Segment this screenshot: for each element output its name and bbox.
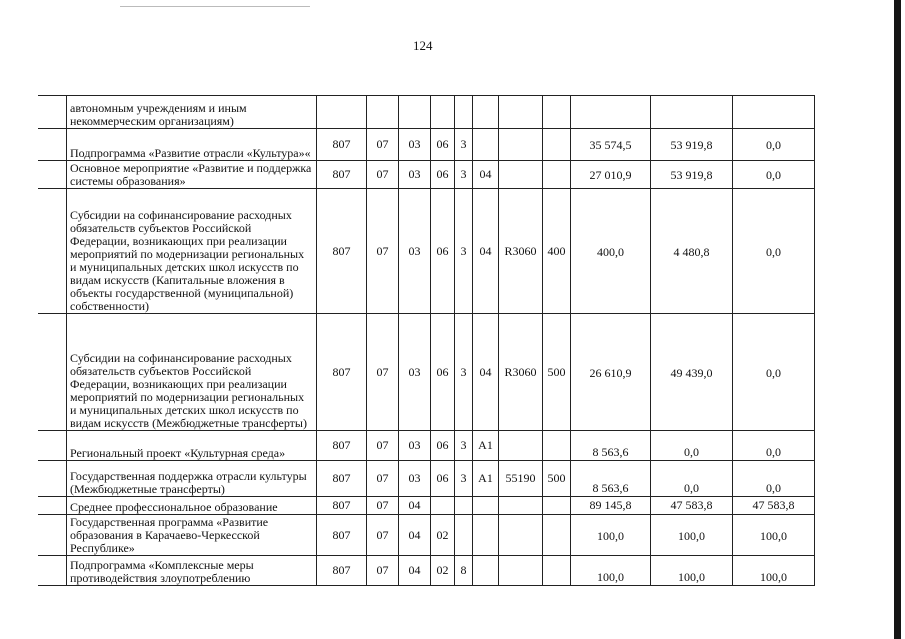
cell-gr: 807 — [317, 189, 367, 314]
scan-top-rule — [120, 6, 310, 7]
cell-p4 — [499, 129, 543, 161]
cell-p3 — [473, 96, 499, 129]
cell-p4 — [499, 497, 543, 515]
row-number-cell — [38, 189, 67, 314]
cell-y2 — [651, 96, 733, 129]
cell-p4 — [499, 556, 543, 586]
cell-p2: 8 — [455, 556, 473, 586]
cell-p4 — [499, 96, 543, 129]
table-row — [38, 314, 815, 431]
cell-p1: 06 — [431, 431, 455, 461]
cell-pr: 03 — [399, 461, 431, 497]
item-name-cell: Государственная программа «Развитие образования в Карачаево-Черкесской Республике» — [67, 515, 317, 556]
cell-vr: 500 — [543, 314, 571, 431]
cell-p2: 3 — [455, 314, 473, 431]
cell-p3: 04 — [473, 161, 499, 189]
cell-y3: 0,0 — [733, 129, 815, 161]
cell-p3: 04 — [473, 189, 499, 314]
item-name-cell: Среднее профессиональное образование — [67, 497, 317, 515]
cell-vr — [543, 431, 571, 461]
cell-p4 — [499, 515, 543, 556]
cell-rz: 07 — [367, 497, 399, 515]
row-number-cell — [38, 129, 67, 161]
cell-gr — [317, 96, 367, 129]
cell-vr: 500 — [543, 461, 571, 497]
table-row — [38, 515, 815, 556]
cell-y3: 0,0 — [733, 461, 815, 497]
cell-vr — [543, 556, 571, 586]
cell-gr: 807 — [317, 497, 367, 515]
cell-gr: 807 — [317, 161, 367, 189]
row-number-cell — [38, 497, 67, 515]
cell-y1 — [571, 96, 651, 129]
cell-pr — [399, 96, 431, 129]
table-row — [38, 497, 815, 515]
cell-pr: 03 — [399, 161, 431, 189]
cell-pr: 04 — [399, 497, 431, 515]
item-name-cell: Субсидии на софинансирование расходных обязательств субъектов Российской Федерации, возникающих при реализации мероприятий по модернизации региональных и муниципальных детских школ искусств по видам искусств (Межбюджетные трансферты) — [67, 314, 317, 431]
table-row — [38, 556, 815, 586]
cell-p2 — [455, 515, 473, 556]
cell-y2: 53 919,8 — [651, 129, 733, 161]
cell-vr — [543, 161, 571, 189]
item-name-cell: Основное мероприятие «Развитие и поддержка системы образования» — [67, 161, 317, 189]
cell-rz — [367, 96, 399, 129]
cell-vr — [543, 96, 571, 129]
cell-p2 — [455, 96, 473, 129]
cell-vr — [543, 515, 571, 556]
cell-y3: 100,0 — [733, 556, 815, 586]
cell-y1: 100,0 — [571, 515, 651, 556]
cell-y1: 8 563,6 — [571, 461, 651, 497]
cell-p3 — [473, 515, 499, 556]
cell-pr: 04 — [399, 515, 431, 556]
cell-gr: 807 — [317, 431, 367, 461]
cell-p1 — [431, 96, 455, 129]
cell-y2: 0,0 — [651, 461, 733, 497]
cell-y3: 47 583,8 — [733, 497, 815, 515]
cell-pr: 03 — [399, 129, 431, 161]
item-name-cell: Подпрограмма «Комплексные меры противодействия злоупотреблению — [67, 556, 317, 586]
cell-p2: 3 — [455, 189, 473, 314]
cell-p2: 3 — [455, 461, 473, 497]
table-row — [38, 461, 815, 497]
cell-p2: 3 — [455, 161, 473, 189]
cell-p2: 3 — [455, 431, 473, 461]
cell-pr: 03 — [399, 314, 431, 431]
cell-p4: R3060 — [499, 314, 543, 431]
cell-gr: 807 — [317, 461, 367, 497]
cell-y1: 100,0 — [571, 556, 651, 586]
item-name-cell: Государственная поддержка отрасли культуры (Межбюджетные трансферты) — [67, 461, 317, 497]
cell-p3 — [473, 556, 499, 586]
cell-y3: 0,0 — [733, 161, 815, 189]
cell-rz: 07 — [367, 189, 399, 314]
row-number-cell — [38, 161, 67, 189]
cell-y1: 27 010,9 — [571, 161, 651, 189]
row-number-cell — [38, 515, 67, 556]
cell-y1: 26 610,9 — [571, 314, 651, 431]
cell-p1: 06 — [431, 189, 455, 314]
cell-p1: 06 — [431, 461, 455, 497]
cell-vr: 400 — [543, 189, 571, 314]
cell-y1: 35 574,5 — [571, 129, 651, 161]
cell-y2: 47 583,8 — [651, 497, 733, 515]
cell-pr: 04 — [399, 556, 431, 586]
cell-y2: 100,0 — [651, 556, 733, 586]
cell-y2: 53 919,8 — [651, 161, 733, 189]
cell-gr: 807 — [317, 556, 367, 586]
cell-p3: А1 — [473, 431, 499, 461]
row-number-cell — [38, 96, 67, 129]
table-row — [38, 96, 815, 129]
cell-p4 — [499, 161, 543, 189]
budget-table — [38, 95, 815, 586]
cell-vr — [543, 497, 571, 515]
item-name-cell: Подпрограмма «Развитие отрасли «Культура»« — [67, 129, 317, 161]
row-number-cell — [38, 314, 67, 431]
cell-gr: 807 — [317, 129, 367, 161]
cell-p2 — [455, 497, 473, 515]
cell-vr — [543, 129, 571, 161]
cell-rz: 07 — [367, 431, 399, 461]
cell-p3 — [473, 129, 499, 161]
cell-y1: 8 563,6 — [571, 431, 651, 461]
cell-y1: 89 145,8 — [571, 497, 651, 515]
page-number: 124 — [413, 38, 433, 53]
cell-p4: R3060 — [499, 189, 543, 314]
item-name-cell: автономным учреждениям и иным некоммерческим организациям) — [67, 96, 317, 129]
item-name-cell: Субсидии на софинансирование расходных обязательств субъектов Российской Федерации, возникающих при реализации мероприятий по модернизации региональных и муниципальных детских школ искусств по видам искусств (Капитальные вложения в объекты государственной (муниципальной) собственности) — [67, 189, 317, 314]
cell-p2: 3 — [455, 129, 473, 161]
cell-rz: 07 — [367, 314, 399, 431]
cell-y3: 0,0 — [733, 189, 815, 314]
cell-p1: 06 — [431, 161, 455, 189]
table-row — [38, 129, 815, 161]
cell-rz: 07 — [367, 515, 399, 556]
cell-y2: 4 480,8 — [651, 189, 733, 314]
row-number-cell — [38, 556, 67, 586]
cell-y3 — [733, 96, 815, 129]
cell-rz: 07 — [367, 556, 399, 586]
cell-p4: 55190 — [499, 461, 543, 497]
cell-p3: 04 — [473, 314, 499, 431]
cell-y3: 0,0 — [733, 431, 815, 461]
cell-y2: 100,0 — [651, 515, 733, 556]
cell-y3: 0,0 — [733, 314, 815, 431]
table-row — [38, 161, 815, 189]
cell-p1: 06 — [431, 314, 455, 431]
cell-p1 — [431, 497, 455, 515]
cell-p4 — [499, 431, 543, 461]
cell-rz: 07 — [367, 161, 399, 189]
cell-rz: 07 — [367, 129, 399, 161]
item-name-cell: Региональный проект «Культурная среда» — [67, 431, 317, 461]
cell-gr: 807 — [317, 314, 367, 431]
table-row — [38, 189, 815, 314]
cell-p3 — [473, 497, 499, 515]
cell-pr: 03 — [399, 189, 431, 314]
cell-y2: 0,0 — [651, 431, 733, 461]
cell-pr: 03 — [399, 431, 431, 461]
cell-p1: 02 — [431, 556, 455, 586]
cell-p3: А1 — [473, 461, 499, 497]
cell-p1: 06 — [431, 129, 455, 161]
cell-rz: 07 — [367, 461, 399, 497]
cell-y2: 49 439,0 — [651, 314, 733, 431]
cell-y3: 100,0 — [733, 515, 815, 556]
cell-y1: 400,0 — [571, 189, 651, 314]
scan-edge-shadow — [894, 0, 901, 639]
row-number-cell — [38, 431, 67, 461]
cell-p1: 02 — [431, 515, 455, 556]
row-number-cell — [38, 461, 67, 497]
table-row — [38, 431, 815, 461]
cell-gr: 807 — [317, 515, 367, 556]
